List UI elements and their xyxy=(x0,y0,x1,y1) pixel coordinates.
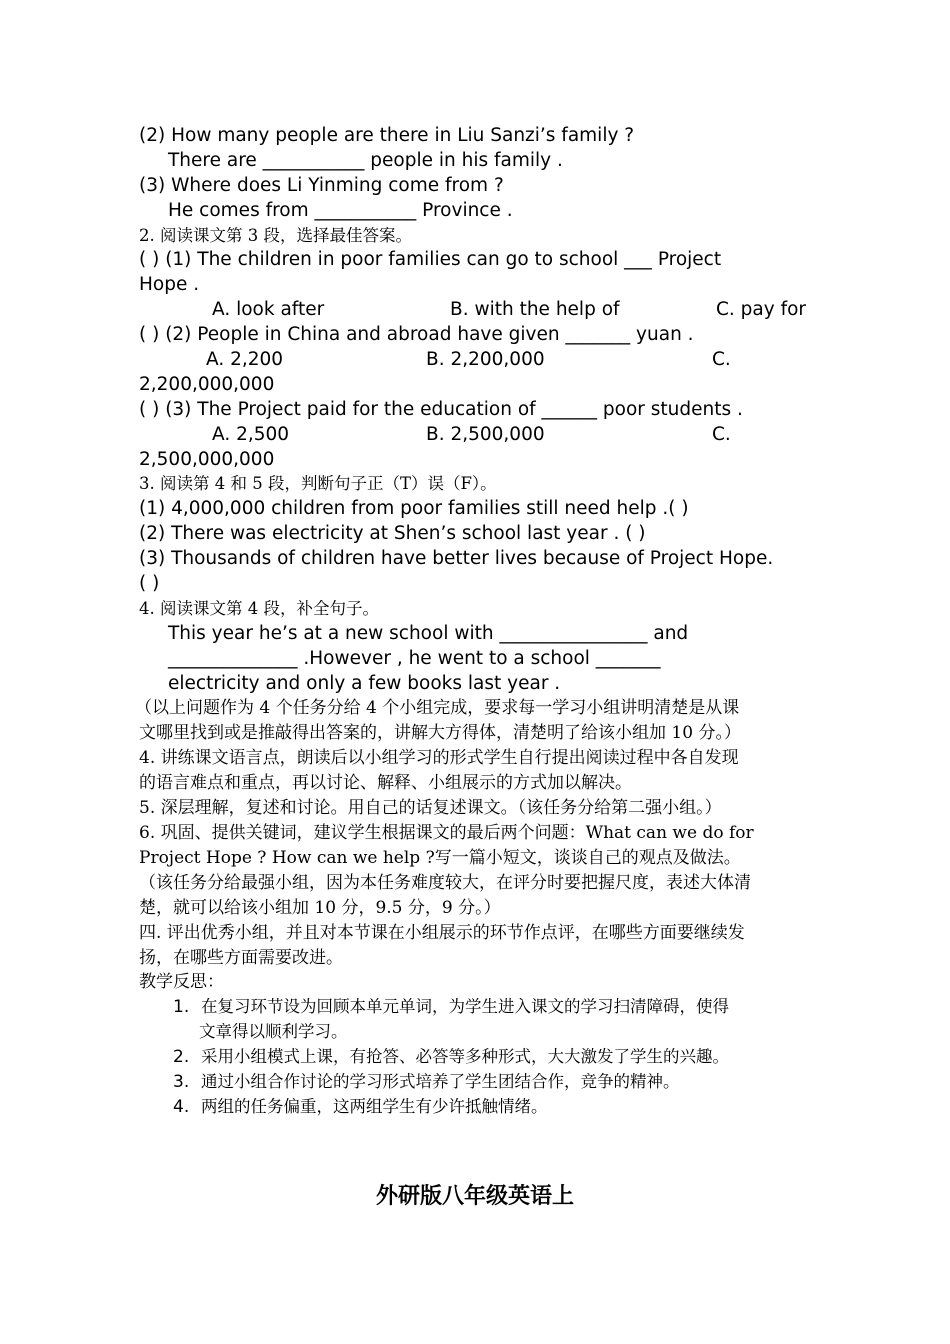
mc-item-2-option-c-value: 2,200,000,000 xyxy=(139,373,275,395)
reflection-item-1-line-2: 文章得以顺利学习。 xyxy=(199,1022,348,1042)
reflection-title: 教学反思： xyxy=(139,972,224,993)
step-6-line-4: 楚，就可以给该小组加 10 分，9.5 分，9 分。） xyxy=(139,897,501,918)
answer-2: There are ___________ people in his family . xyxy=(168,149,563,171)
step-6-line-1: 6. 巩固、提供关键词，建议学生根据课文的最后两个问题：What can we do for xyxy=(139,823,754,844)
document-body xyxy=(135,124,817,1120)
fill-line-1: This year he’s at a new school with ________________ and xyxy=(168,622,689,644)
reflection-item-3-line-1: 通过小组合作讨论的学习形式培养了学生团结合作，竞争的精神。 xyxy=(201,1072,680,1092)
mc-item-2-option-b: B. 2,200,000 xyxy=(426,349,545,371)
mc-item-3-option-b: B. 2,500,000 xyxy=(426,423,545,445)
mc-item-1-stem: ( ) (1) The children in poor families can go to school ___ Project xyxy=(139,249,722,271)
reflection-item-3 xyxy=(139,1070,817,1095)
tf-item-3: (3) Thousands of children have better lives because of Project Hope. xyxy=(139,548,774,570)
task-note-line-2: 文哪里找到或是推敲得出答案的，讲解大方得体，清楚明了给该小组加 10 分。） xyxy=(139,723,741,744)
mc-item-1-option-b: B. with the help of xyxy=(450,299,620,321)
step-5: 5. 深层理解，复述和讨论。用自己的话复述课文。（该任务分给第二强小组。） xyxy=(139,798,722,819)
step-6-line-3: （该任务分给最强小组，因为本任务难度较大，在评分时要把握尺度，表述大体清 xyxy=(139,872,751,893)
reflection-item-4-line-1: 两组的任务偏重，这两组学生有少许抵触情绪。 xyxy=(201,1096,548,1116)
fill-line-2: ______________ .However , he went to a school _______ xyxy=(168,647,661,669)
reflection-item-1-line-1: 在复习环节设为回顾本单元单词，为学生进入课文的学习扫清障碍，使得 xyxy=(201,997,729,1017)
step-6-line-2: Project Hope ? How can we help ?写一篇小短文，谈谈自己的观点及做法。 xyxy=(139,847,741,868)
mc-item-3-option-a: A. 2,500 xyxy=(212,423,290,445)
question-2: (2) How many people are there in Liu Sanzi’s family ? xyxy=(139,125,635,146)
mc-item-3-option-c-value: 2,500,000,000 xyxy=(139,448,275,470)
tf-item-3-wrap: ( ) xyxy=(139,573,160,595)
tf-item-2: (2) There was electricity at Shen’s school last year . ( ) xyxy=(139,523,646,545)
mc-item-2-option-c: C. xyxy=(712,349,731,371)
mc-item-2-options xyxy=(139,348,817,373)
step-4-line-2: 的语言难点和重点，再以讨论、解释、小组展示的方式加以解决。 xyxy=(139,773,632,794)
mc-item-1-option-a: A. look after xyxy=(212,299,325,321)
question-3: (3) Where does Li Yinming come from ? xyxy=(139,174,504,196)
step-four-line-2: 扬，在哪些方面需要改进。 xyxy=(139,947,343,968)
reflection-item-4 xyxy=(139,1095,817,1120)
mc-item-3-stem: ( ) (3) The Project paid for the education of ______ poor students . xyxy=(139,398,743,420)
fill-line-3: electricity and only a few books last year . xyxy=(168,672,561,694)
mc-item-1-stem-wrap: Hope . xyxy=(139,274,200,296)
mc-item-3-option-c: C. xyxy=(712,423,731,445)
next-document-title: 外研版八年级英语上 xyxy=(375,1183,574,1209)
mc-item-1-option-c: C. pay for xyxy=(716,299,807,321)
mc-item-2-stem: ( ) (2) People in China and abroad have given _______ yuan . xyxy=(139,324,694,346)
section-2-heading: 2. 阅读课文第 3 段，选择最佳答案。 xyxy=(139,225,412,245)
step-four-line-1: 四. 评出优秀小组，并且对本节课在小组展示的环节作点评，在哪些方面要继续发 xyxy=(139,922,745,943)
reflection-item-2-number: 2. xyxy=(173,1047,190,1068)
reflection-item-1-number: 1. xyxy=(173,997,190,1018)
reflection-item-2-line-1: 采用小组模式上课，有抢答、必答等多种形式，大大激发了学生的兴趣。 xyxy=(201,1047,729,1067)
section-4-heading: 4. 阅读课文第 4 段，补全句子。 xyxy=(139,598,379,618)
mc-item-2-option-a: A. 2,200 xyxy=(206,349,284,371)
task-note-line-1: （以上问题作为 4 个任务分给 4 个小组完成，要求每一学习小组讲明清楚是从课 xyxy=(135,698,740,719)
answer-3: He comes from ___________ Province . xyxy=(168,199,513,221)
reflection-item-2 xyxy=(139,1045,817,1070)
reflection-item-1-wrap xyxy=(139,1020,817,1045)
section-3-heading: 3. 阅读第 4 和 5 段，判断句子正（T）误（F）。 xyxy=(139,474,497,494)
reflection-item-4-number: 4. xyxy=(173,1096,190,1117)
reflection-item-1 xyxy=(139,995,817,1020)
step-4-line-1: 4. 讲练课文语言点，朗读后以小组学习的形式学生自行提出阅读过程中各自发现 xyxy=(139,748,739,769)
tf-item-1: (1) 4,000,000 children from poor families still need help .( ) xyxy=(139,498,689,520)
mc-item-3-options xyxy=(139,423,817,448)
reflection-item-3-number: 3. xyxy=(173,1072,190,1093)
mc-item-1-options xyxy=(139,298,817,323)
